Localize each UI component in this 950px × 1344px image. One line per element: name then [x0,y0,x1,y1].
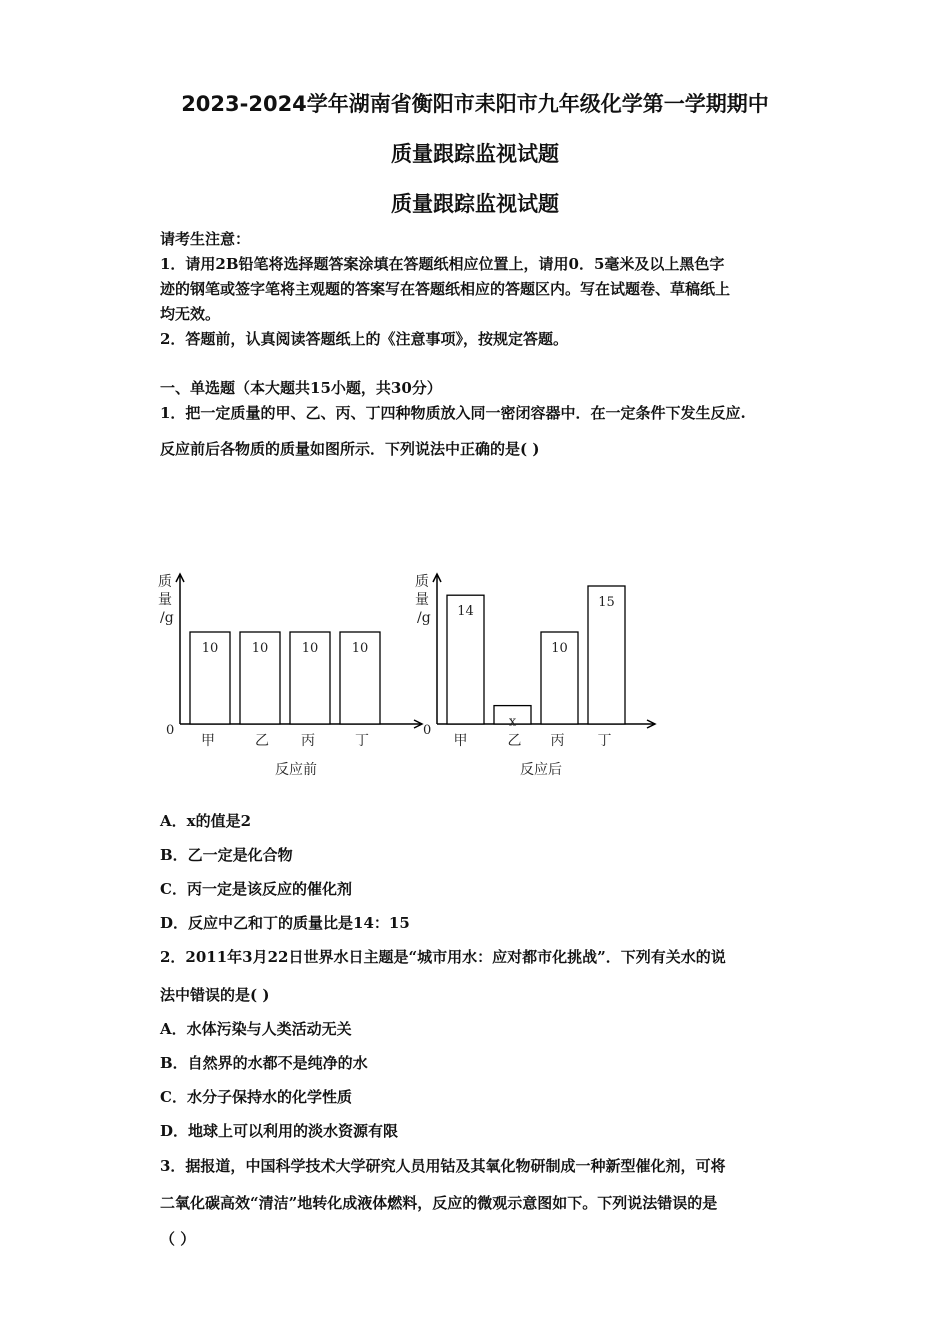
q3-stem-line-2: 二氧化碳高效“清洁”地转化成液体燃料，反应的微观示意图如下。下列说法错误的是 [160,1194,718,1212]
chart-2-title: 反应后 [520,762,562,778]
notice-item-1-line-1: 1．请用2B铅笔将选择题答案涂填在答题纸相应位置上，请用0．5毫米及以上黑色字 [160,255,725,273]
q1-stem-line-2: 反应前后各物质的质量如图所示．下列说法中正确的是( ) [160,440,540,458]
chart-2-origin-label: 0 [423,723,432,738]
chart-2-category-label: 丁 [597,733,612,749]
q2-option-c: C．水分子保持水的化学性质 [160,1088,352,1106]
chart-1-y-label-char: /g [160,610,174,626]
chart-1-bar-value-label: 10 [301,641,319,656]
chart-1-category-label: 乙 [255,733,269,749]
q1-stem-line-1: 1．把一定质量的甲、乙、丙、丁四种物质放入同一密闭容器中．在一定条件下发生反应. [160,404,746,422]
chart-1-bar-value-label: 10 [201,641,219,656]
chart-1-bar-value-label: 10 [351,641,369,656]
q1-bar-charts [150,560,670,785]
exam-title-line-1: 2023-2024学年湖南省衡阳市耒阳市九年级化学第一学期期中 [181,92,769,116]
exam-title-line-3: 质量跟踪监视试题 [391,192,559,216]
q1-option-a: A．x的值是2 [160,812,252,830]
chart-2-bar-value-label: 14 [457,604,474,620]
q3-stem-line-3: （ ） [160,1230,196,1248]
q2-stem-line-2: 法中错误的是( ) [160,986,270,1004]
q2-option-b: B．自然界的水都不是纯净的水 [160,1054,368,1072]
chart-1-category-label: 丁 [355,733,369,749]
notice-item-1-line-2: 迹的钢笔或签字笔将主观题的答案写在答题纸相应的答题区内。写在试题卷、草稿纸上 [160,280,731,298]
chart-1-origin-label: 0 [166,723,175,738]
notice-heading: 请考生注意： [160,230,251,248]
chart-1-category-label: 丙 [301,733,315,749]
exam-title-line-2: 质量跟踪监视试题 [391,142,559,166]
chart-2-category-label: 丙 [550,733,565,749]
chart-2-bar-value-label: x [508,714,517,730]
chart-1-y-label-char: 量 [158,592,172,608]
q3-stem-line-1: 3．据报道，中国科学技术大学研究人员用钴及其氧化物研制成一种新型催化剂，可将 [160,1157,726,1175]
chart-1-bar-value-label: 10 [251,641,269,656]
q1-option-b: B．乙一定是化合物 [160,846,293,864]
chart-1-y-label-char: 质 [158,574,172,590]
chart-2-bar-value-label: 15 [598,595,615,610]
notice-item-1-line-3: 均无效。 [160,305,221,323]
chart-2-bar-value-label: 10 [551,641,568,656]
chart-2-y-label-char: 质 [415,574,429,590]
q2-stem-line-1: 2．2011年3月22日世界水日主题是“城市用水：应对都市化挑战”．下列有关水的说 [160,948,726,966]
chart-1-category-label: 甲 [201,733,215,749]
q2-option-a: A．水体污染与人类活动无关 [160,1020,352,1038]
q1-option-d: D．反应中乙和丁的质量比是14：15 [160,914,410,932]
chart-2-category-label: 甲 [453,733,468,749]
chart-2-y-label-char: /g [417,610,431,626]
q2-option-d: D．地球上可以利用的淡水资源有限 [160,1122,399,1140]
chart-2-y-label-char: 量 [415,592,429,608]
section-heading: 一、单选题（本大题共15小题，共30分） [160,379,442,397]
chart-1-title: 反应前 [275,762,317,778]
q1-option-c: C．丙一定是该反应的催化剂 [160,880,352,898]
chart-2-category-label: 乙 [507,733,522,749]
notice-item-2: 2．答题前，认真阅读答题纸上的《注意事项》，按规定答题。 [160,330,568,348]
